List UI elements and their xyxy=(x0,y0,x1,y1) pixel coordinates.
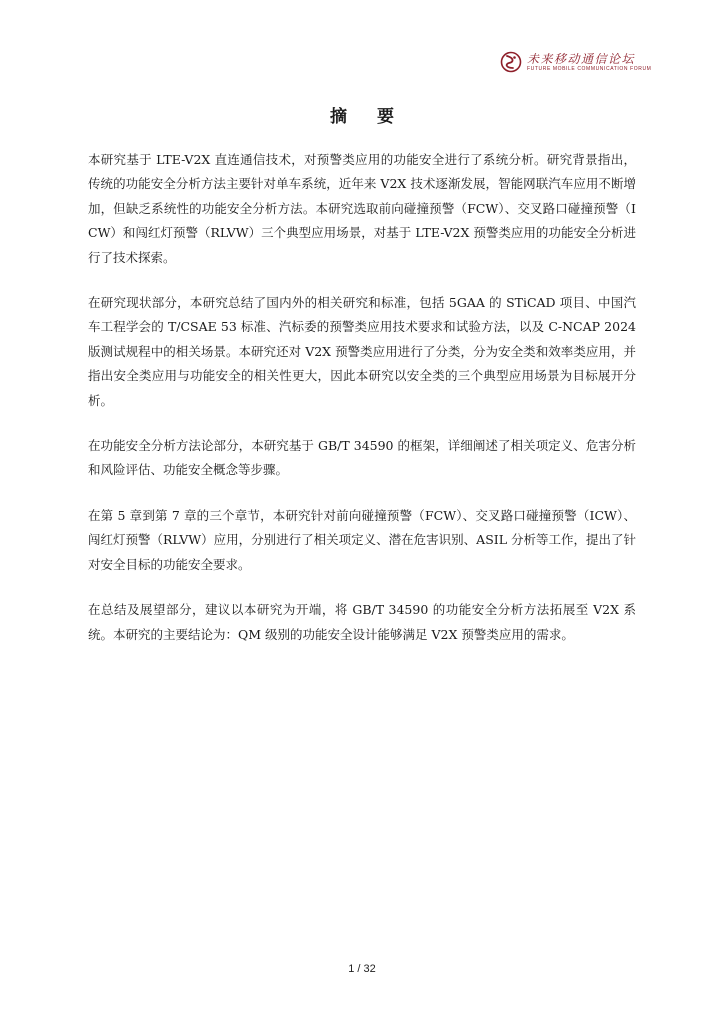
logo-title: 未来移动通信论坛 xyxy=(527,52,636,66)
paragraph-2: 在研究现状部分，本研究总结了国内外的相关研究和标准，包括 5GAA 的 STiCAD 项目、中国汽车工程学会的 T/CSAE 53 标准、汽标委的预警类应用技术要求和试验方法，以及 C-NCAP 2024 版测试规程中的相关场景。本研究还对 V2X 预警类应用进行了分类，分为安全类和效率类应用，并指出安全类应用与功能安全的相关性更大，因此本研究以安全类的三个典型应用场景为目标展开分析。 xyxy=(88,295,636,408)
forum-logo xyxy=(500,48,652,76)
paragraph-5: 在总结及展望部分，建议以本研究为开端，将 GB/T 34590 的功能安全分析方法拓展至 V2X 系统。本研究的主要结论为：QM 级别的功能安全设计能够满足 V2X 预警类应用的需求。 xyxy=(88,602,636,642)
forum-emblem-icon xyxy=(500,51,522,73)
page-number: 1 / 32 xyxy=(348,963,376,975)
paragraph-1: 本研究基于 LTE-V2X 直连通信技术，对预警类应用的功能安全进行了系统分析。研究背景指出，传统的功能安全分析方法主要针对单车系统，近年来 V2X 技术逐渐发展，智能网联汽车应用不断增加，但缺乏系统性的功能安全分析方法。本研究选取前向碰撞预警（FCW）、交叉路口碰撞预警（ICW）和闯红灯预警（RLVW）三个典型应用场景，对基于 LTE-V2X 预警类应用的功能安全分析进行了技术探索。 xyxy=(88,152,636,265)
abstract-body xyxy=(88,148,636,668)
paragraph-3: 在功能安全分析方法论部分，本研究基于 GB/T 34590 的框架，详细阐述了相关项定义、危害分析和风险评估、功能安全概念等步骤。 xyxy=(88,438,636,478)
paragraph-4: 在第 5 章到第 7 章的三个章节，本研究针对前向碰撞预警（FCW）、交叉路口碰撞预警（ICW）、闯红灯预警（RLVW）应用，分别进行了相关项定义、潜在危害识别、ASIL 分析等工作，提出了针对安全目标的功能安全要求。 xyxy=(88,507,636,572)
page-title: 摘 要 xyxy=(330,107,406,127)
logo-subtitle: FUTURE MOBILE COMMUNICATION FORUM xyxy=(527,66,652,72)
